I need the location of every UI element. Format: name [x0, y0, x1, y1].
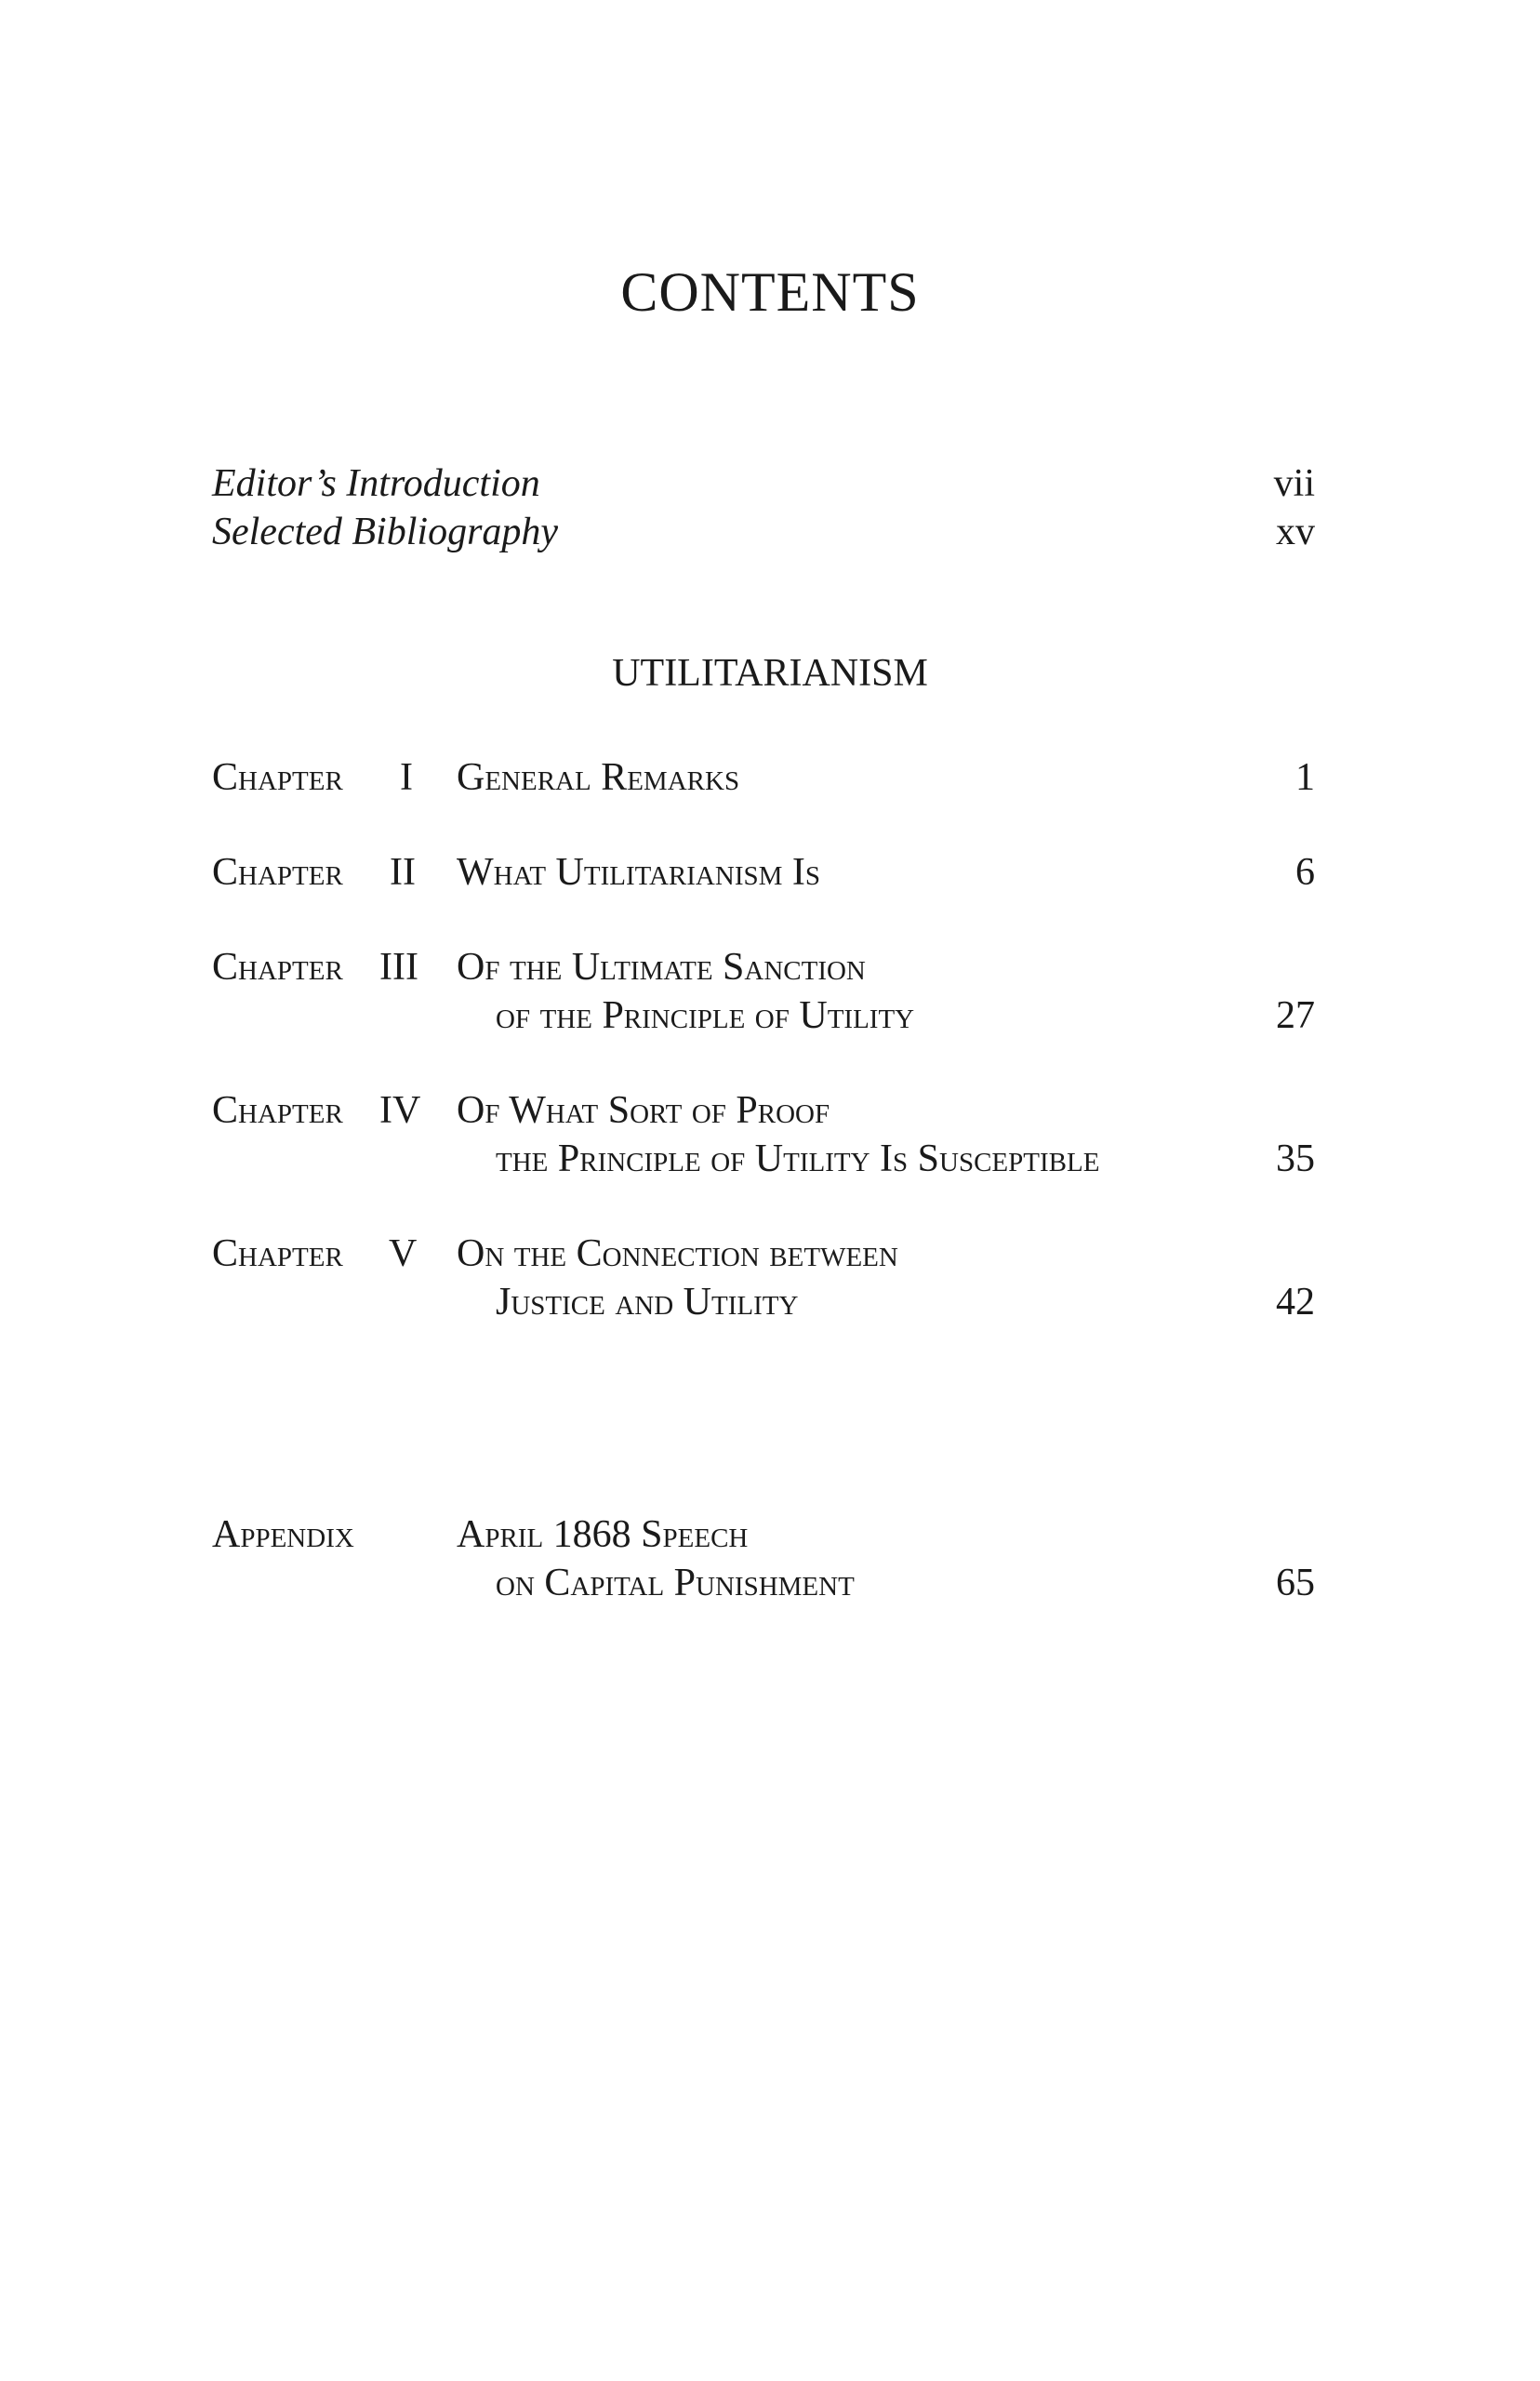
front-matter-title: Selected Bibliography: [212, 511, 559, 553]
appendix-label: Appendix: [212, 1513, 354, 1556]
front-matter-page: vii: [1273, 462, 1315, 505]
chapter-title: General Remarks: [457, 756, 740, 799]
chapter-page: 1: [1295, 756, 1315, 799]
page-title: CONTENTS: [620, 261, 920, 323]
chapter-page: 35: [1276, 1137, 1315, 1180]
chapter-title: Of What Sort of Proof: [457, 1089, 830, 1132]
chapter-title: On the Connection between: [457, 1232, 898, 1275]
chapter-title-continued: of the Principle of Utility: [496, 994, 915, 1037]
chapter-page: 42: [1276, 1281, 1315, 1324]
chapter-page: 27: [1276, 994, 1315, 1037]
front-matter-item-introduction[interactable]: [212, 461, 1315, 506]
chapter-title-continued: the Principle of Utility Is Susceptible: [496, 1137, 1100, 1180]
chapter-title: Of the Ultimate Sanction: [457, 946, 866, 989]
appendix-page: 65: [1276, 1562, 1315, 1604]
chapter-title-continued: Justice and Utility: [496, 1281, 799, 1324]
chapter-numeral: V: [389, 1232, 418, 1275]
chapter-numeral: III: [379, 946, 418, 989]
section-title: UTILITARIANISM: [612, 652, 928, 695]
front-matter-title: Editor’s Introduction: [212, 462, 540, 505]
front-matter-page: xv: [1276, 511, 1315, 553]
chapter-label: Chapter: [212, 851, 343, 894]
chapter-title: What Utilitarianism Is: [457, 851, 821, 894]
appendix-title: April 1868 Speech: [457, 1513, 749, 1556]
chapter-label: Chapter: [212, 756, 343, 799]
appendix-title-continued: on Capital Punishment: [496, 1562, 855, 1604]
chapter-numeral: IV: [379, 1089, 421, 1132]
chapter-numeral: II: [390, 851, 416, 894]
front-matter-item-bibliography[interactable]: [212, 510, 1315, 554]
chapter-label: Chapter: [212, 1232, 343, 1275]
chapter-numeral: I: [400, 756, 413, 799]
chapter-label: Chapter: [212, 1089, 343, 1132]
chapter-label: Chapter: [212, 946, 343, 989]
chapter-page: 6: [1295, 851, 1315, 894]
